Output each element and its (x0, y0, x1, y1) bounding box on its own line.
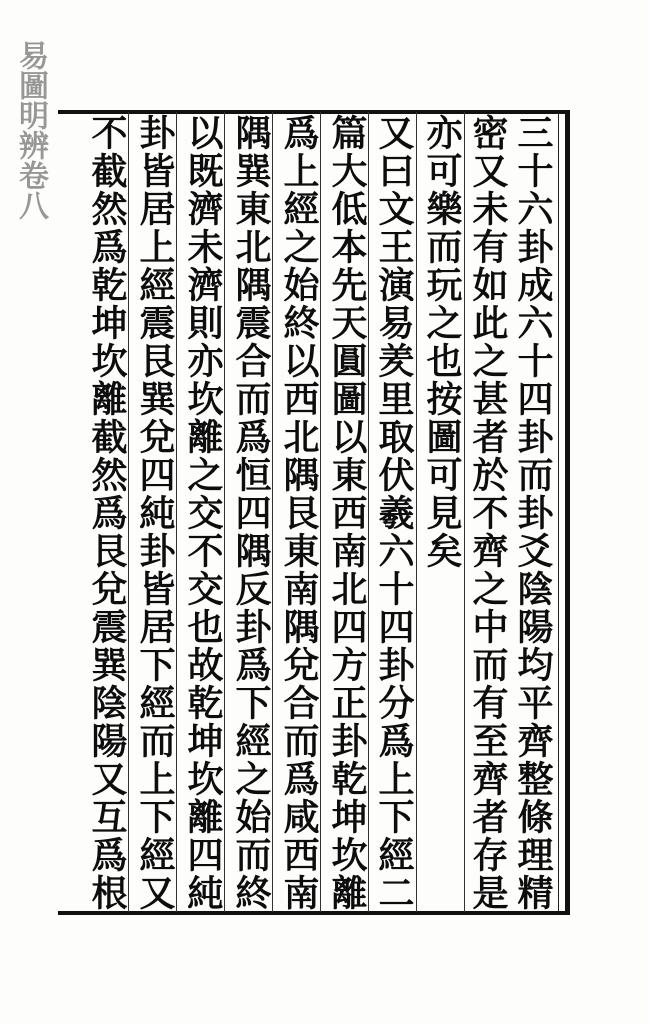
column-rule (272, 112, 273, 912)
text-column-3: 亦可樂而玩之也按圖可見矣 (421, 114, 463, 570)
margin-title: 易圖明辨卷八 (13, 40, 48, 220)
text-column-10: 不截然爲乾坤坎離截然爲艮兌震巽陰陽又互爲根 (86, 114, 128, 912)
text-column-5: 篇大低本先天圓圖以東西南北四方正卦乾坤坎離 (326, 114, 368, 912)
column-rule (368, 112, 369, 912)
column-rule (128, 112, 129, 912)
column-rule (224, 112, 225, 912)
text-column-8: 以既濟未濟則亦坎離之交不交也故乾坤坎離四純 (182, 114, 224, 912)
column-rule (416, 112, 417, 912)
text-column-6: 爲上經之始終以西北隅艮東南隅兌合而爲咸西南 (278, 114, 320, 912)
text-column-2: 密又未有如此之甚者於不齊之中而有至齊者存是 (467, 114, 509, 912)
column-rule (320, 112, 321, 912)
text-column-4: 又曰文王演易羑里取伏羲六十四卦分爲上下經二 (373, 114, 415, 912)
column-rule (176, 112, 177, 912)
text-column-1: 三十六卦成六十四卦而卦爻陰陽均平齊整條理精 (512, 114, 554, 912)
text-column-7: 隅巽東北隅震合而爲恒四隅反卦爲下經之始而終 (230, 114, 272, 912)
column-rule (464, 112, 465, 912)
text-column-9: 卦皆居上經震艮巽兌四純卦皆居下經而上下經又 (134, 114, 176, 912)
